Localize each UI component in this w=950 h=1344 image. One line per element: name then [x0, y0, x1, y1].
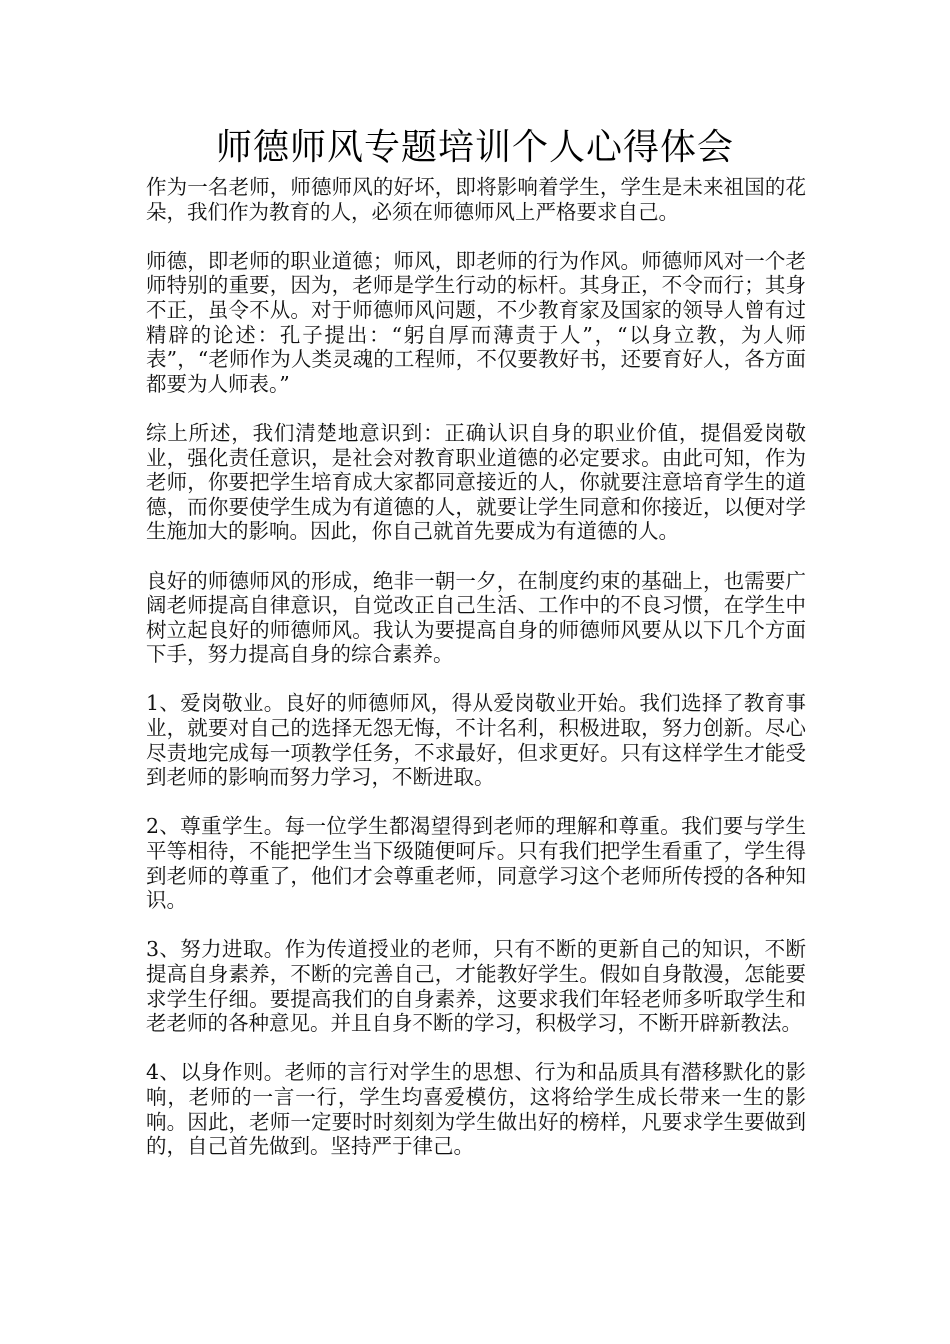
paragraph-point-4: 4、以身作则。老师的言行对学生的思想、行为和品质具有潜移默化的影响，老师的一言一行，学生均喜爱模仿，这将给学生成长带来一生的影响。因此，老师一定要时时刻刻为学生做出好的榜样，凡要求学生要做到的，自己首先做到。坚持严于律己。 [146, 1060, 806, 1159]
paragraph-intro: 作为一名老师，师德师风的好坏，即将影响着学生，学生是未来祖国的花朵，我们作为教育的人，必须在师德师风上严格要求自己。 [146, 175, 806, 224]
paragraph-point-1: 1、爱岗敬业。良好的师德师风，得从爱岗敬业开始。我们选择了教育事业，就要对自己的选择无怨无悔，不计名利，积极进取，努力创新。尽心尽责地完成每一项教学任务，不求最好，但求更好。只有这样学生才能受到老师的影响而努力学习，不断进取。 [146, 691, 806, 790]
paragraph-point-2: 2、尊重学生。每一位学生都渴望得到老师的理解和尊重。我们要与学生平等相待，不能把学生当下级随便呵斥。只有我们把学生看重了，学生得到老师的尊重了，他们才会尊重老师，同意学习这个老师所传授的各种知识。 [146, 814, 806, 913]
paragraph-formation: 良好的师德师风的形成，绝非一朝一夕，在制度约束的基础上，也需要广阔老师提高自律意识，自觉改正自己生活、工作中的不良习惯，在学生中树立起良好的师德师风。我认为要提高自身的师德师风要从以下几个方面下手，努力提高自身的综合素养。 [146, 568, 806, 667]
paragraph-summary: 综上所述，我们清楚地意识到：正确认识自身的职业价值，提倡爱岗敬业，强化责任意识，是社会对教育职业道德的必定要求。由此可知，作为老师，你要把学生培育成大家都同意接近的人，你就要注意培育学生的道德，而你要使学生成为有道德的人，就要让学生同意和你接近，以便对学生施加大的影响。因此，你自己就首先要成为有道德的人。 [146, 420, 806, 544]
document-body [146, 175, 806, 1183]
paragraph-point-3: 3、努力进取。作为传道授业的老师，只有不断的更新自己的知识，不断提高自身素养，不断的完善自己，才能教好学生。假如自身散漫，怎能要求学生仔细。要提高我们的自身素养，这要求我们年轻老师多听取学生和老老师的各种意见。并且自身不断的学习，积极学习，不断开辟新教法。 [146, 937, 806, 1036]
paragraph-definition: 师德，即老师的职业道德；师风，即老师的行为作风。师德师风对一个老师特别的重要，因为，老师是学生行动的标杆。其身正，不令而行；其身不正，虽令不从。对于师德师风问题，不少教育家及国家的领导人曾有过精辟的论述：孔子提出：“躬自厚而薄责于人”，“以身立教，为人师表”，“老师作为人类灵魂的工程师，不仅要教好书，还要育好人，各方面都要为人师表。” [146, 248, 806, 396]
document-title: 师德师风专题培训个人心得体会 [215, 127, 734, 168]
